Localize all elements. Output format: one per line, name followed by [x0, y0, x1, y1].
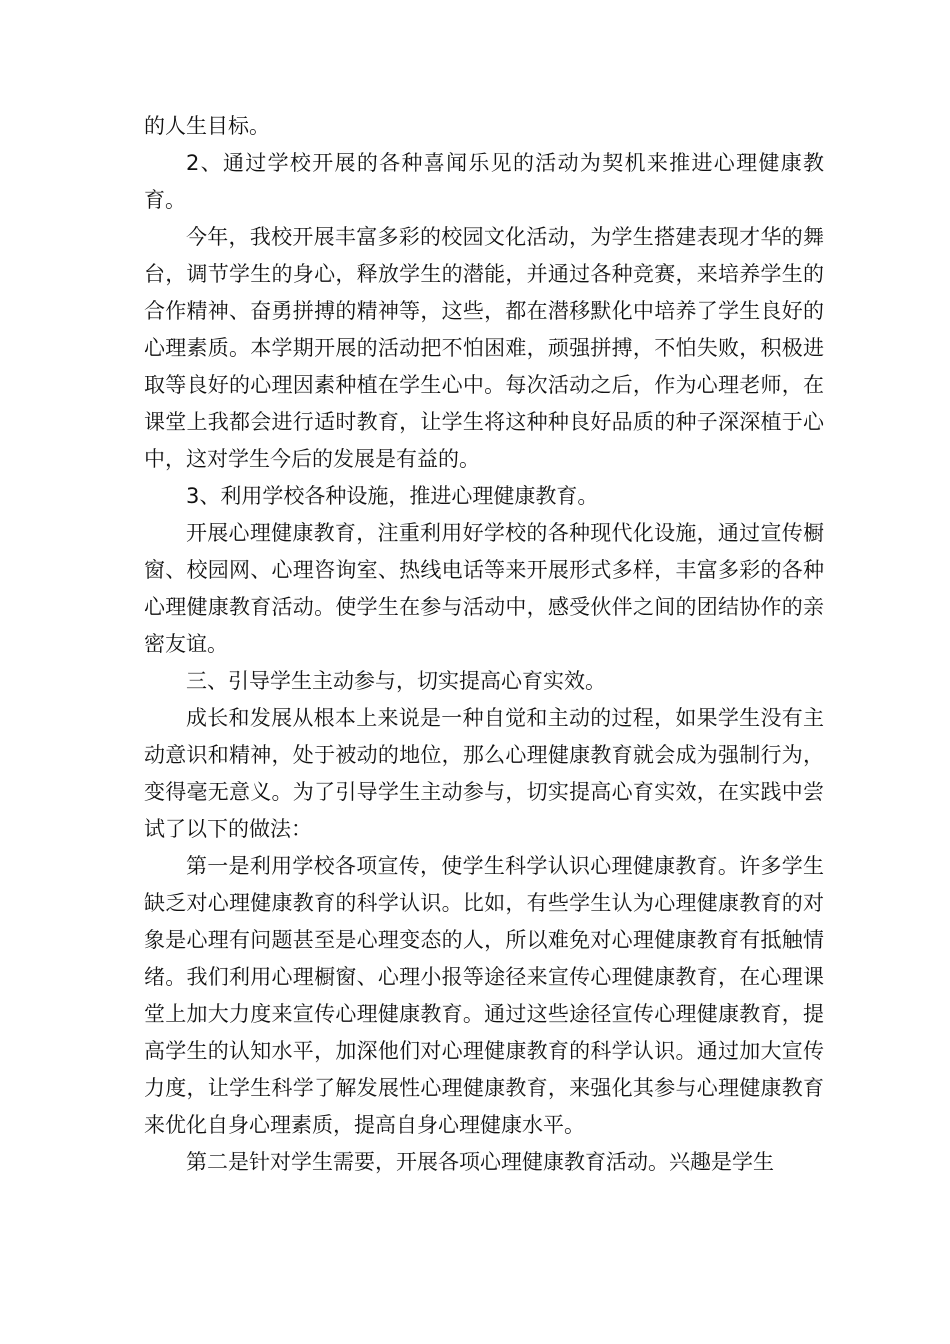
- paragraph-active-participation: 成长和发展从根本上来说是一种自觉和主动的过程，如果学生没有主动意识和精神，处于被动的地位，那么心理健康教育就会成为强制行为，变得毫无意义。为了引导学生主动参与，切实提高心育实效，在实践中尝试了以下的做法：: [144, 706, 824, 841]
- section-heading-three: 三、引导学生主动参与，切实提高心育实效。: [186, 669, 606, 693]
- paragraph-second-method: 第二是针对学生需要，开展各项心理健康教育活动。兴趣是学生: [186, 1150, 774, 1174]
- paragraph-first-method: 第一是利用学校各项宣传，使学生科学认识心理健康教育。许多学生缺乏对心理健康教育的科学认识。比如，有些学生认为心理健康教育的对象是心理有问题甚至是心理变态的人，所以难免对心理健康教育有抵触情绪。我们利用心理橱窗、心理小报等途径来宣传心理健康教育，在心理课堂上加大力度来宣传心理健康教育。通过这些途径宣传心理健康教育，提高学生的认知水平，加深他们对心理健康教育的科学认识。通过加大宣传力度，让学生科学了解发展性心理健康教育，来强化其参与心理健康教育来优化自身心理素质，提高自身心理健康水平。: [144, 854, 824, 1137]
- paragraph-continuation: 的人生目标。: [144, 114, 270, 138]
- paragraph-campus-activities: 今年，我校开展丰富多彩的校园文化活动，为学生搭建表现才华的舞台，调节学生的身心，释放学生的潜能，并通过各种竞赛，来培养学生的合作精神、奋勇拼搏的精神等，这些，都在潜移默化中培养了学生良好的心理素质。本学期开展的活动把不怕困难，顽强拼搏，不怕失败，积极进取等良好的心理因素种植在学生心中。每次活动之后，作为心理老师，在课堂上我都会进行适时教育，让学生将这种种良好品质的种子深深植于心中，这对学生今后的发展是有益的。: [144, 225, 824, 471]
- document-body: [144, 108, 824, 1181]
- paragraph-facilities: 开展心理健康教育，注重利用好学校的各种现代化设施，通过宣传橱窗、校园网、心理咨询室、热线电话等来开展形式多样，丰富多彩的各种心理健康教育活动。使学生在参与活动中，感受伙伴之间的团结协作的亲密友谊。: [144, 521, 824, 656]
- paragraph-heading-2: 2、通过学校开展的各种喜闻乐见的活动为契机来推进心理健康教育。: [144, 151, 824, 212]
- paragraph-heading-3: 3、利用学校各种设施，推进心理健康教育。: [186, 484, 599, 508]
